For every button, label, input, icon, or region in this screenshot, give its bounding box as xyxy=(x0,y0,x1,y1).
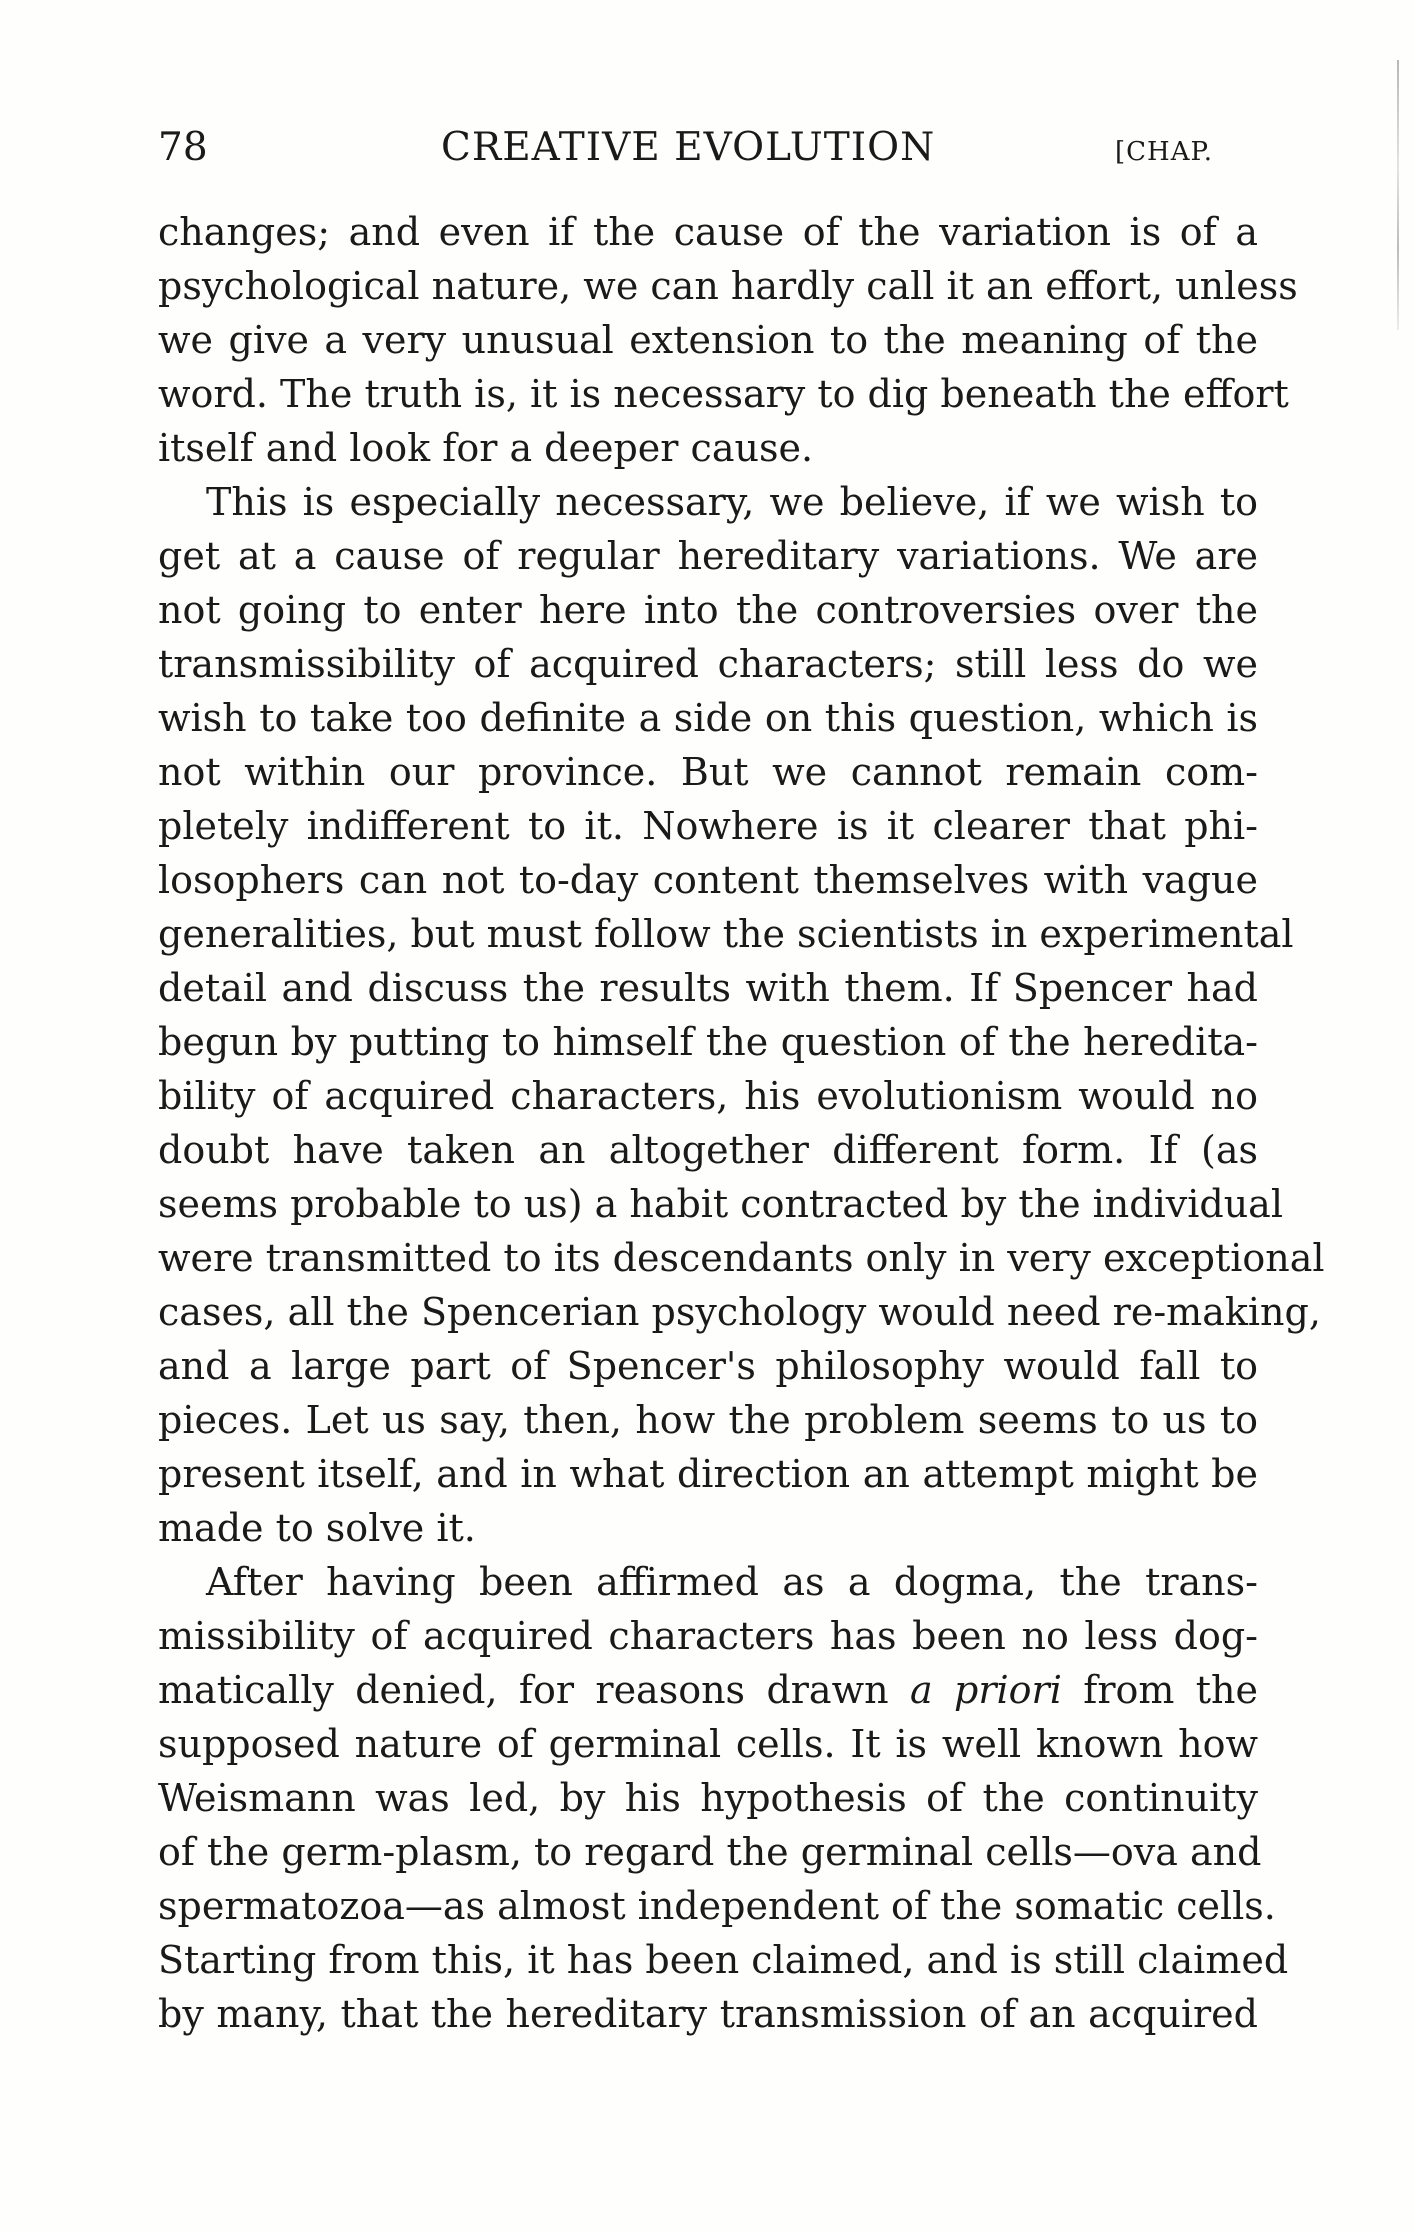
text-line: present itself, and in what direction an attempt might be xyxy=(158,1452,1258,1496)
running-title: CREATIVE EVOLUTION xyxy=(441,125,936,170)
text-line: by many, that the hereditary transmission of an acquired xyxy=(158,1992,1258,2036)
text-line: detail and discuss the results with them. If Spencer had xyxy=(158,966,1258,1010)
italic-phrase: a priori xyxy=(909,1668,1062,1712)
text-line: made to solve it. xyxy=(158,1506,476,1550)
text-line: transmissibility of acquired characters; still less do we xyxy=(158,642,1258,686)
text-line: cases, all the Spencerian psychology would need re-making, xyxy=(158,1290,1321,1334)
text-line: wish to take too definite a side on this question, which is xyxy=(158,696,1258,740)
text-line: doubt have taken an altogether different form. If (as xyxy=(158,1128,1258,1172)
text-line: losophers can not to-day content themselves with vague xyxy=(158,858,1258,902)
text-line: After having been affirmed as a dogma, the trans- xyxy=(206,1560,1258,1604)
text-line: word. The truth is, it is necessary to dig beneath the effort xyxy=(158,372,1289,416)
chapter-mark: [CHAP. xyxy=(1115,137,1213,167)
body-text xyxy=(158,205,1325,2041)
text-line: seems probable to us) a habit contracted by the individual xyxy=(158,1182,1283,1226)
text-line: generalities, but must follow the scientists in experimental xyxy=(158,912,1294,956)
text-line: spermatozoa—as almost independent of the somatic cells. xyxy=(158,1884,1276,1928)
text-line: bility of acquired characters, his evolutionism would no xyxy=(158,1074,1258,1118)
page-number: 78 xyxy=(158,125,208,170)
page-edge-shadow xyxy=(1397,60,1399,330)
text-line: begun by putting to himself the question of the heredita- xyxy=(158,1020,1258,1064)
text-line: changes; and even if the cause of the variation is of a xyxy=(158,210,1258,254)
text-line: not going to enter here into the controversies over the xyxy=(158,588,1258,632)
text-line: missibility of acquired characters has been no less dog- xyxy=(158,1614,1258,1658)
page-header xyxy=(158,118,1258,178)
text-line: This is especially necessary, we believe, if we wish to xyxy=(206,480,1258,524)
text-line: pletely indifferent to it. Nowhere is it clearer that phi- xyxy=(158,804,1258,848)
text-line xyxy=(158,1663,1258,1717)
text-line: itself and look for a deeper cause. xyxy=(158,426,814,470)
text-segment: from the xyxy=(1083,1668,1259,1712)
text-line: Starting from this, it has been claimed, and is still claimed xyxy=(158,1938,1289,1982)
text-line: Weismann was led, by his hypothesis of the continuity xyxy=(158,1776,1258,1820)
text-line: not within our province. But we cannot remain com- xyxy=(158,750,1258,794)
text-line: of the germ-plasm, to regard the germinal cells—ova and xyxy=(158,1830,1262,1874)
text-line: supposed nature of germinal cells. It is well known how xyxy=(158,1722,1258,1766)
text-line: get at a cause of regular hereditary variations. We are xyxy=(158,534,1258,578)
text-line: we give a very unusual extension to the meaning of the xyxy=(158,318,1258,362)
text-line: and a large part of Spencer's philosophy would fall to xyxy=(158,1344,1258,1388)
text-line: psychological nature, we can hardly call it an effort, unless xyxy=(158,264,1298,308)
text-segment: matically denied, for reasons drawn xyxy=(158,1668,889,1712)
text-line: were transmitted to its descendants only in very exceptional xyxy=(158,1236,1325,1280)
text-line: pieces. Let us say, then, how the problem seems to us to xyxy=(158,1398,1258,1442)
